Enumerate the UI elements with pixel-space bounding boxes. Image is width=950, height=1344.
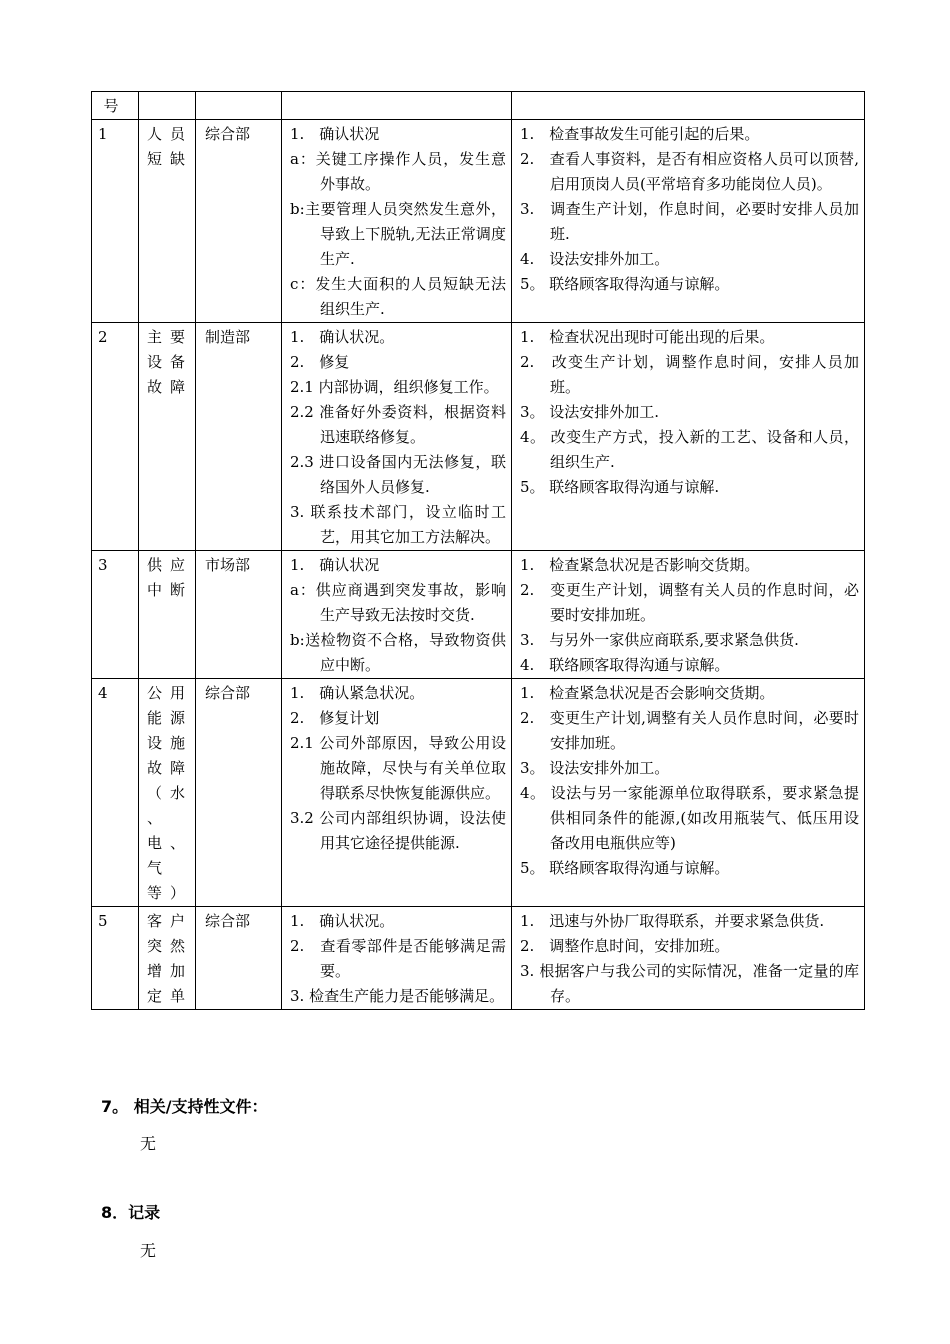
identification-item: 3. 检查生产能力是否能够满足。 <box>290 987 505 1005</box>
identification-item: a：关键工序操作人员，发生意外事故。 <box>290 150 506 193</box>
header-measures-cell <box>512 92 865 120</box>
row-number-cell <box>92 551 139 679</box>
measure-item: 5。 联络顾客取得沟通与谅解。 <box>520 859 730 877</box>
section-7-body: 无 <box>140 1134 157 1153</box>
measures-cell <box>512 907 865 1010</box>
event-text-line: 主要 <box>147 328 185 346</box>
event-text-line: 故障 <box>147 759 185 777</box>
department-cell <box>196 907 282 1010</box>
header-row <box>92 92 865 120</box>
event-cell <box>139 323 196 551</box>
department: 综合部 <box>205 912 251 930</box>
measure-item: 2. 变更生产计划，调整有关人员的作息时间，必要时安排加班。 <box>520 581 859 624</box>
identification-cell <box>282 907 512 1010</box>
event-text-line: （水 <box>147 784 185 802</box>
identification-item: 2.1 公司外部原因，导致公用设施故障，尽快与有关单位取得联系尽快恢复能源供应。 <box>290 734 506 802</box>
section-8-title: 8．记录 <box>101 1203 161 1222</box>
emergency-response-table <box>91 91 865 1010</box>
header-dept-cell <box>196 92 282 120</box>
measures-cell <box>512 679 865 907</box>
event-text-line: 故障 <box>147 378 185 396</box>
identification-item: 3.2 公司内部组织协调，设法使用其它途径提供能源. <box>290 809 506 852</box>
measure-item: 4。 设法与另一家能源单位取得联系，要求紧急提供相同条件的能源,(如改用瓶装气、低压用设备改用电瓶供应等) <box>520 784 859 852</box>
measure-item: 3. 根据客户与我公司的实际情况，准备一定量的库存。 <box>520 962 859 1005</box>
measure-item: 5。 联络顾客取得沟通与谅解. <box>520 478 720 496</box>
row-number: 3 <box>98 556 108 574</box>
department: 制造部 <box>205 328 251 346</box>
identification-item: 1. 确认紧急状况。 <box>290 684 425 702</box>
event-text-line: 客户 <box>147 912 185 930</box>
row-number: 2 <box>98 328 108 346</box>
department: 市场部 <box>205 556 251 574</box>
section-8-body: 无 <box>140 1241 157 1260</box>
measure-item: 3. 调查生产计划，作息时间，必要时安排人员加班. <box>520 200 859 243</box>
identification-item: b:送检物资不合格，导致物资供应中断。 <box>290 631 506 674</box>
event-text-line: 人员 <box>147 125 185 143</box>
identification-item: 2. 修复 <box>290 353 350 371</box>
table-row <box>92 551 865 679</box>
identification-item: 2. 修复计划 <box>290 709 380 727</box>
identification-item: 2.1 内部协调，组织修复工作。 <box>290 378 499 396</box>
measures-cell <box>512 551 865 679</box>
row-number-cell <box>92 679 139 907</box>
table-row <box>92 120 865 323</box>
identification-item: c：发生大面积的人员短缺无法组织生产. <box>290 275 506 318</box>
event-text-line: 供应 <box>147 556 185 574</box>
identification-item: 2.3 进口设备国内无法修复，联络国外人员修复. <box>290 453 506 496</box>
table-row <box>92 907 865 1010</box>
event-text-line: 公用 <box>147 684 185 702</box>
measure-item: 2. 改变生产计划，调整作息时间，安排人员加班。 <box>520 353 859 396</box>
header-no-fragment: 号 <box>103 97 119 115</box>
event-cell <box>139 679 196 907</box>
measure-item: 4。 改变生产方式，投入新的工艺、设备和人员，组织生产. <box>520 428 859 471</box>
row-number-cell <box>92 120 139 323</box>
identification-item: 1. 确认状况 <box>290 556 380 574</box>
header-no-cell <box>92 92 139 120</box>
identification-cell <box>282 323 512 551</box>
department-cell <box>196 120 282 323</box>
table-row <box>92 323 865 551</box>
header-event-cell <box>139 92 196 120</box>
measure-item: 5。 联络顾客取得沟通与谅解。 <box>520 275 730 293</box>
identification-item: 2.2 准备好外委资料，根据资料迅速联络修复。 <box>290 403 506 446</box>
event-text-line: 气 <box>147 859 163 877</box>
row-number-cell <box>92 907 139 1010</box>
event-cell <box>139 551 196 679</box>
event-text-line: 等） <box>147 884 185 902</box>
row-number: 1 <box>98 125 108 143</box>
identification-cell <box>282 679 512 907</box>
event-text-line: 设备 <box>147 353 185 371</box>
measure-item: 2. 调整作息时间，安排加班。 <box>520 937 730 955</box>
measure-item: 1. 迅速与外协厂取得联系，并要求紧急供货. <box>520 912 825 930</box>
event-cell <box>139 120 196 323</box>
event-text-line: 、 <box>147 809 163 827</box>
measure-item: 3。 设法安排外加工。 <box>520 759 670 777</box>
section-7-title: 7。 相关/支持性文件： <box>101 1097 268 1116</box>
identification-cell <box>282 551 512 679</box>
event-text-line: 电、 <box>147 834 185 852</box>
measures-cell <box>512 323 865 551</box>
row-number: 4 <box>98 684 108 702</box>
measure-item: 1. 检查紧急状况是否影响交货期。 <box>520 556 760 574</box>
measure-item: 2. 查看人事资料，是否有相应资格人员可以顶替,启用顶岗人员(平常培育多功能岗位人员)。 <box>520 150 859 193</box>
identification-item: a：供应商遇到突发事故，影响生产导致无法按时交货. <box>290 581 506 624</box>
department: 综合部 <box>205 684 251 702</box>
department: 综合部 <box>205 125 251 143</box>
measure-item: 1. 检查紧急状况是否会影响交货期。 <box>520 684 775 702</box>
event-cell <box>139 907 196 1010</box>
measure-item: 4. 联络顾客取得沟通与谅解。 <box>520 656 730 674</box>
row-number: 5 <box>98 912 108 930</box>
measure-item: 4. 设法安排外加工。 <box>520 250 670 268</box>
event-text-line: 突然 <box>147 937 185 955</box>
identification-item: 1. 确认状况 <box>290 125 380 143</box>
row-number-cell <box>92 323 139 551</box>
measure-item: 3。 设法安排外加工. <box>520 403 660 421</box>
measure-item: 1. 检查事故发生可能引起的后果。 <box>520 125 760 143</box>
identification-item: 1. 确认状况。 <box>290 328 395 346</box>
department-cell <box>196 551 282 679</box>
identification-item: 3. 联系技术部门，设立临时工艺，用其它加工方法解决。 <box>290 503 506 546</box>
department-cell <box>196 323 282 551</box>
measure-item: 2. 变更生产计划,调整有关人员作息时间，必要时安排加班。 <box>520 709 859 752</box>
event-text-line: 短缺 <box>147 150 185 168</box>
event-text-line: 增加 <box>147 962 185 980</box>
event-text-line: 能源 <box>147 709 185 727</box>
identification-cell <box>282 120 512 323</box>
department-cell <box>196 679 282 907</box>
event-text-line: 设施 <box>147 734 185 752</box>
measures-cell <box>512 120 865 323</box>
identification-item: 2. 查看零部件是否能够满足需要。 <box>290 937 506 980</box>
identification-item: b:主要管理人员突然发生意外，导致上下脱轨,无法正常调度生产. <box>290 200 506 268</box>
identification-item: 1. 确认状况。 <box>290 912 395 930</box>
header-identify-cell <box>282 92 512 120</box>
event-text-line: 定单 <box>147 987 185 1005</box>
measure-item: 3. 与另外一家供应商联系,要求紧急供货. <box>520 631 799 649</box>
event-text-line: 中断 <box>147 581 185 599</box>
measure-item: 1. 检查状况出现时可能出现的后果。 <box>520 328 775 346</box>
table-row <box>92 679 865 907</box>
